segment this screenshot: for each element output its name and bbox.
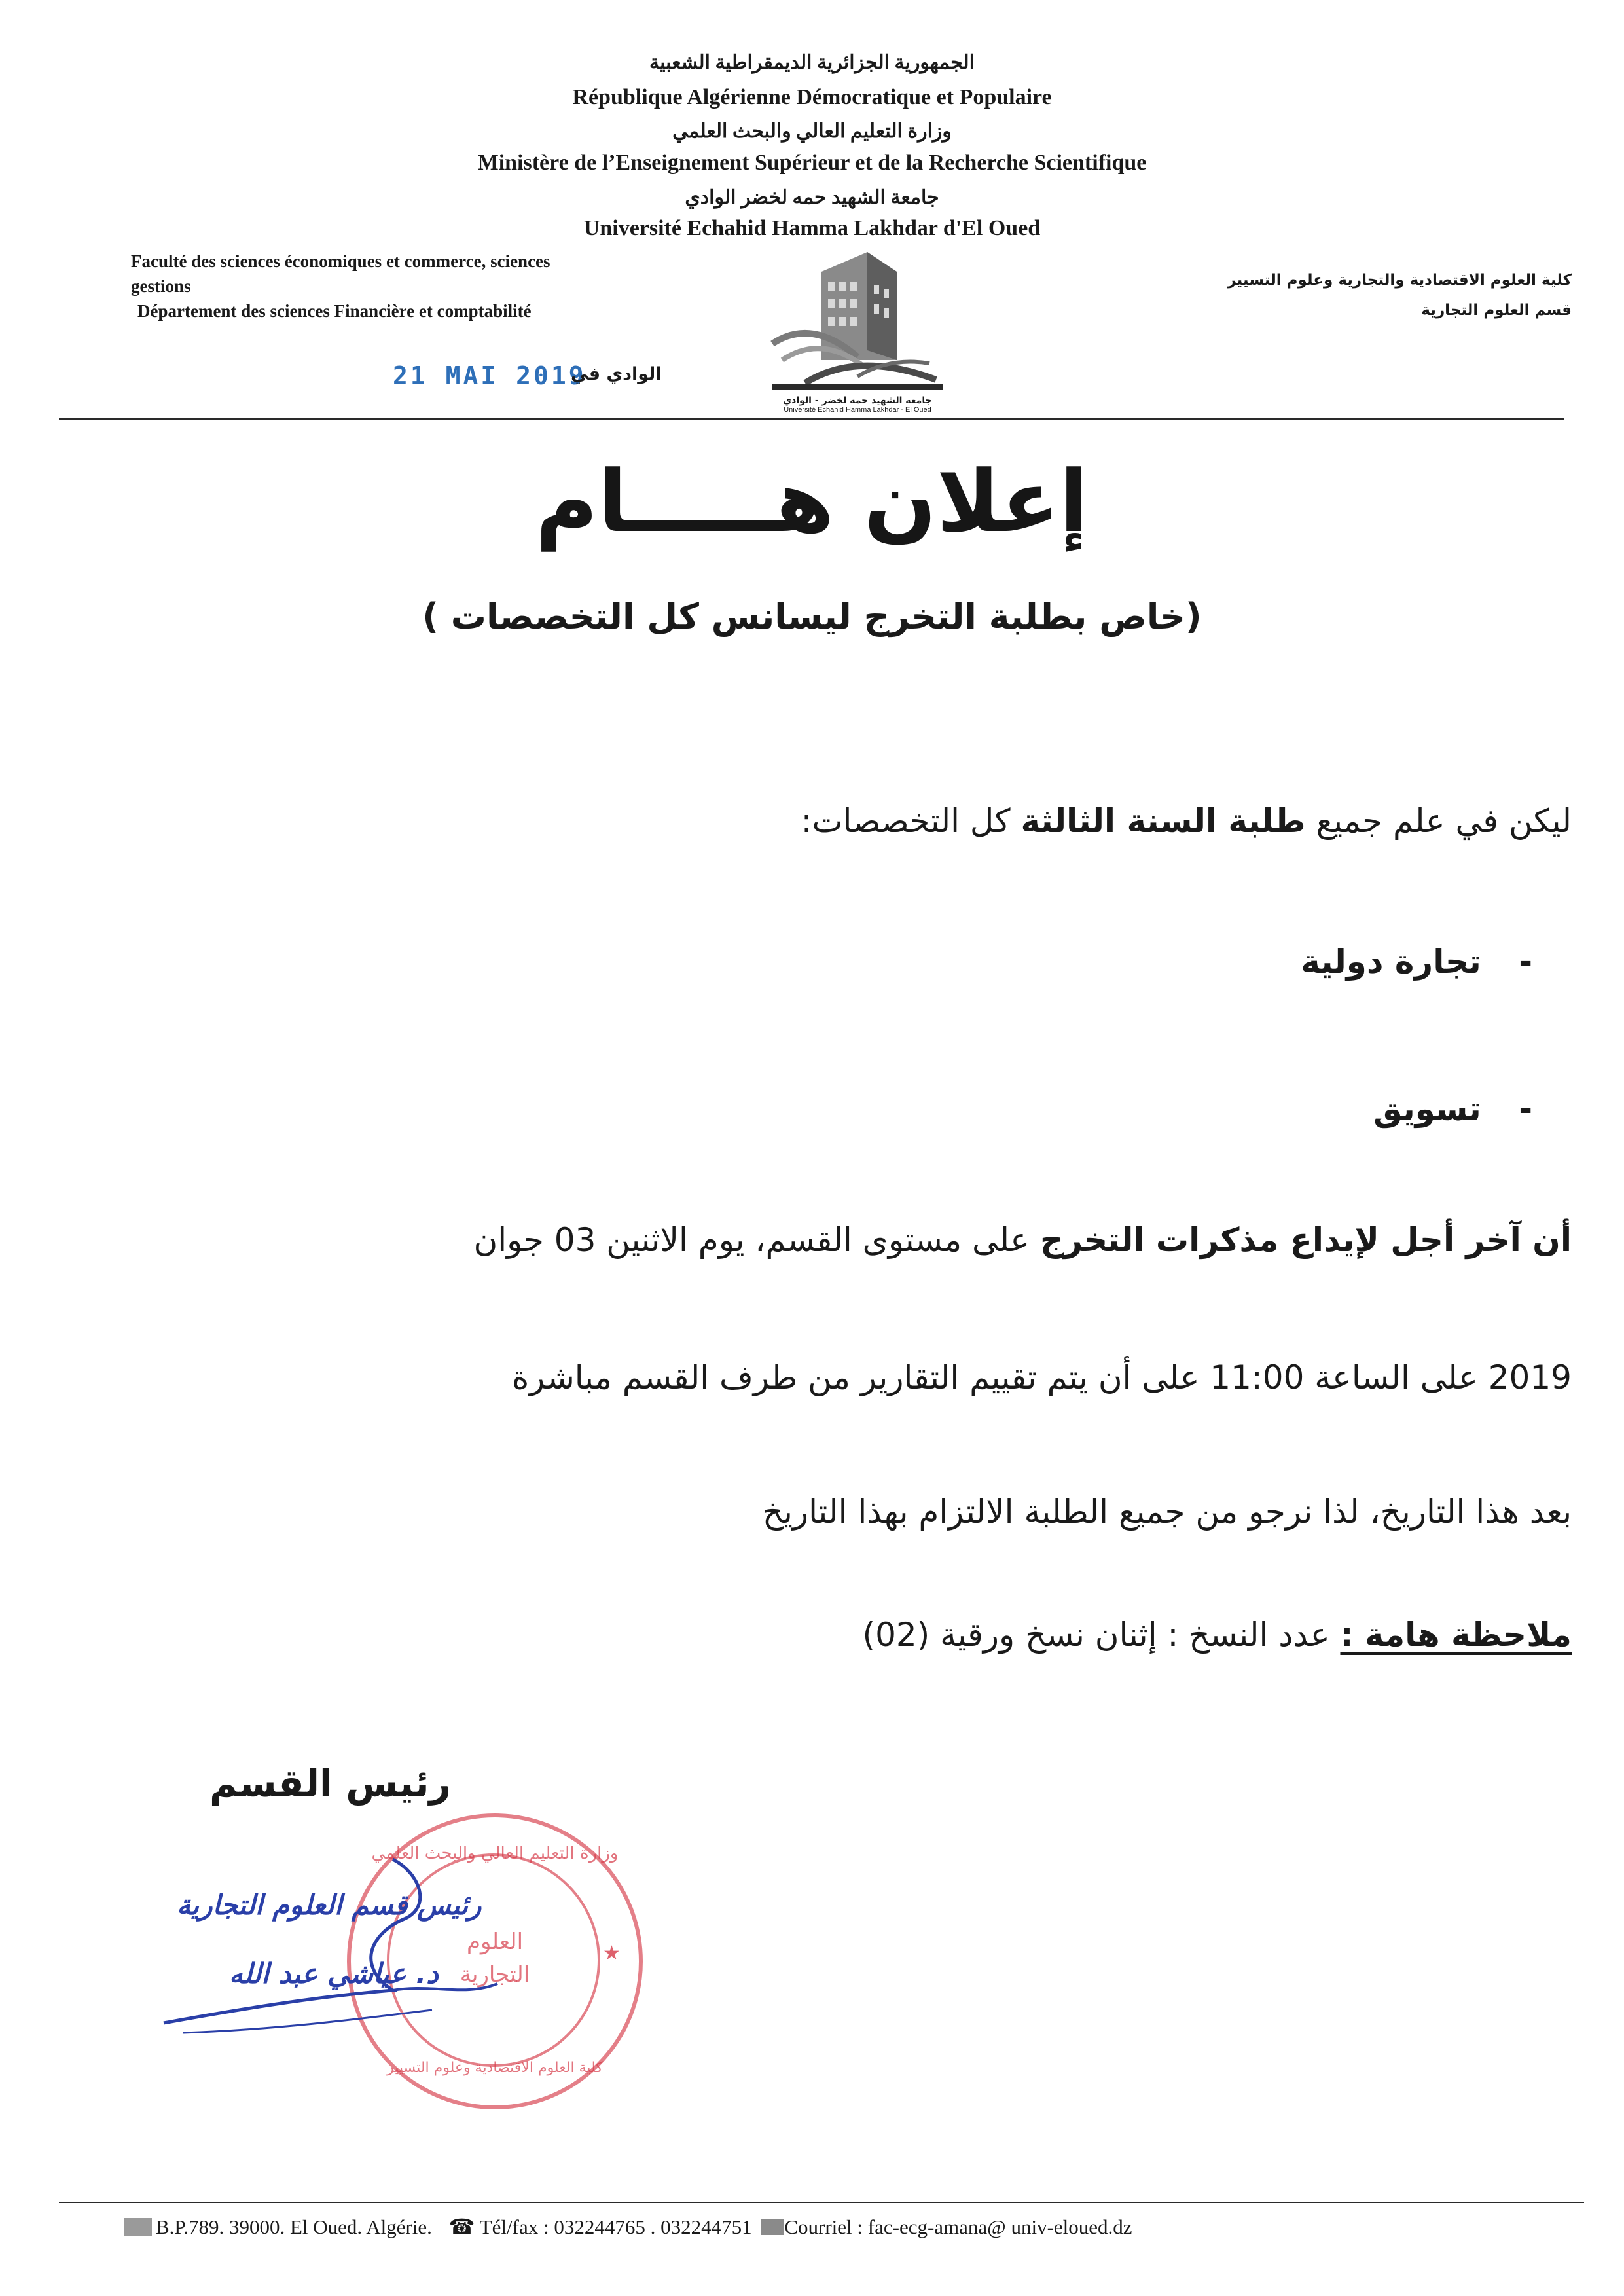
- place-label: الوادي في: [571, 364, 662, 384]
- phone-icon: ☎: [448, 2215, 475, 2238]
- footer-divider: [59, 2202, 1584, 2203]
- list-item: [1373, 1090, 1532, 1128]
- paragraph-line-3: بعد هذا التاريخ، لذا نرجو من جميع الطلبة الالتزام بهذا التاريخ: [762, 1493, 1572, 1531]
- item-bullet: -: [1519, 943, 1532, 981]
- signature-name: د. عياشي عبد الله: [229, 1958, 439, 1990]
- item-bullet: -: [1519, 1090, 1532, 1128]
- university-ar: جامعة الشهيد حمه لخضر الوادي: [685, 187, 939, 208]
- signature-title: رئيس القسم: [209, 1761, 451, 1806]
- faculty-ar-line1: كلية العلوم الاقتصادية والتجارية وعلوم التسيير: [1227, 272, 1572, 289]
- signature-role: رئيس قسم العلوم التجارية: [177, 1889, 482, 1921]
- logo-caption-fr: Université Echahid Hamma Lakhdar - El Oued: [784, 406, 931, 414]
- note-text: عدد النسخ : إثنان نسخ ورقية (02): [862, 1616, 1330, 1654]
- faculty-fr-line1: Faculté des sciences économiques et commerce, sciences: [131, 251, 550, 271]
- footer-mail: Courriel : fac-ecg-amana@ univ-eloued.dz: [784, 2215, 1132, 2238]
- university-logo: [759, 246, 956, 426]
- paragraph-line-1: [474, 1221, 1572, 1259]
- date-stamp: 21 MAI 2019: [393, 361, 586, 390]
- item-international-trade: تجارة دولية: [1301, 943, 1481, 981]
- item-marketing: تسويق: [1373, 1090, 1481, 1128]
- note-label: ملاحظة هامة :: [1340, 1616, 1572, 1654]
- announcement-title: إعلان هـــــام: [535, 452, 1089, 551]
- republic-ar: الجمهورية الجزائرية الديمقراطية الشعبية: [649, 52, 975, 73]
- intro-line: [801, 802, 1572, 840]
- header-divider: [59, 418, 1564, 420]
- footer-address: B.P.789. 39000. El Oued. Algérie.: [156, 2215, 432, 2238]
- footer-contact: [124, 2214, 1132, 2239]
- footer-tel: Tél/fax : 032244765 . 032244751: [479, 2215, 752, 2238]
- intro-part2: كل التخصصات:: [801, 802, 1011, 840]
- intro-part1: ليكن في علم جميع: [1316, 802, 1572, 840]
- seal-inner-text-2: التجارية: [460, 1961, 530, 1988]
- paragraph-line-2: 2019 على الساعة 11:00 على أن يتم تقييم التقارير من طرف القسم مباشرة: [512, 1358, 1572, 1396]
- department-ar: قسم العلوم التجارية: [1421, 302, 1572, 319]
- department-fr: Département des sciences Financière et comptabilité: [137, 301, 532, 321]
- republic-fr: République Algérienne Démocratique et Populaire: [572, 85, 1052, 109]
- intro-bold: طلبة السنة الثالثة: [1020, 802, 1306, 840]
- deadline-rest: على مستوى القسم، يوم الاثنين 03 جوان: [473, 1221, 1030, 1259]
- faculty-fr-block: [131, 249, 753, 323]
- seal-outer-text: وزارة التعليم العالي والبحث العلمي: [371, 1844, 619, 1863]
- university-building-icon: [759, 246, 956, 393]
- star-icon: ★: [603, 1942, 621, 1965]
- deadline-bold: أن آخر أجل لإيداع مذكرات التخرج: [1039, 1221, 1572, 1259]
- university-fr: Université Echahid Hamma Lakhdar d'El Oued: [583, 216, 1041, 240]
- handwritten-signature-icon: [157, 1833, 524, 2095]
- faculty-fr-line2: gestions: [131, 276, 191, 296]
- fax-icon: [761, 2219, 784, 2235]
- ministry-ar: وزارة التعليم العالي والبحث العلمي: [672, 120, 952, 142]
- note-line: [863, 1616, 1572, 1654]
- envelope-icon: [124, 2218, 152, 2236]
- ministry-fr: Ministère de l’Enseignement Supérieur et de la Recherche Scientifique: [477, 151, 1147, 175]
- seal-inner-text-1: العلوم: [466, 1929, 524, 1955]
- faculty-ar-block: [983, 265, 1572, 325]
- list-item: [1301, 943, 1532, 981]
- seal-bottom-text: كلية العلوم الاقتصادية وعلوم التسيير: [387, 2060, 603, 2076]
- logo-caption-ar: جامعة الشهيد حمه لخضر - الوادي: [783, 395, 932, 406]
- announcement-subtitle: (خاص بطلبة التخرج ليسانس كل التخصصات ): [422, 596, 1202, 637]
